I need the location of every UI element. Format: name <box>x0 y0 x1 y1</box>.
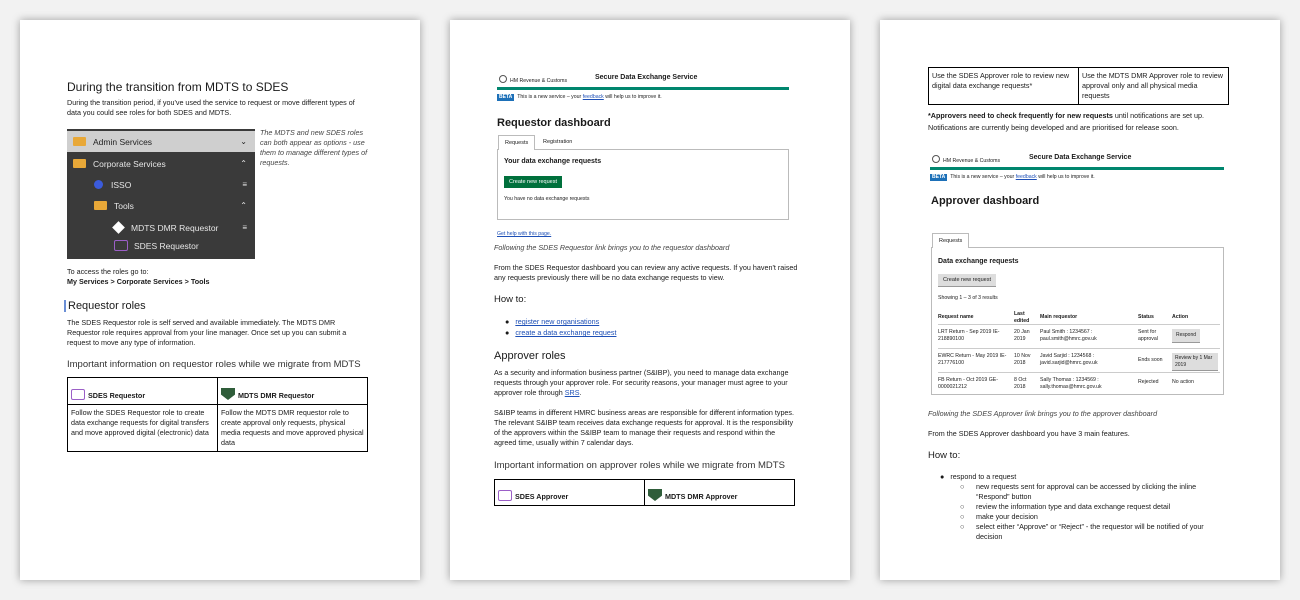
hmrc-header: HM Revenue & Customs Secure Data Exchange Service <box>497 70 789 90</box>
dashboard-title: Requestor dashboard <box>497 117 611 129</box>
respond-button[interactable]: Respond <box>1172 329 1200 343</box>
dashboard-title: Approver dashboard <box>931 195 1040 207</box>
menu-icon: ≡ <box>242 180 247 189</box>
create-request-button[interactable]: Create new request <box>504 176 562 188</box>
tab-registration[interactable]: Registration <box>543 139 573 145</box>
table-cell: Follow the MDTS DMR requestor role to create approval only requests, physical media requests and move approved physical data <box>218 405 368 452</box>
menu-caption: The MDTS and new SDES roles can both appear as options - use them to manage different types of requests. <box>260 128 368 167</box>
menu-item-isso: ISSO ≡ <box>67 174 255 195</box>
chevron-down-icon: ⌄ <box>240 137 247 146</box>
chevron-up-icon: ⌃ <box>240 201 247 210</box>
portal-icon <box>114 240 128 251</box>
requestor-dashboard-screenshot <box>497 70 789 220</box>
access-path: My Services > Corporate Services > Tools <box>67 277 210 286</box>
diamond-icon <box>112 221 125 234</box>
document-page-3 <box>880 20 1280 580</box>
sibp-paragraph: S&IBP teams in different HMRC business areas are responsible for different information types. The relevant S&IBP team receives data exchange requests for approval. It is the responsibility of the approvers within the S&IBP team to manage their requests and respond within the agreed time, usually within 7 calendar days. <box>494 408 795 447</box>
results-count: Showing 1 – 3 of 3 results <box>938 295 998 301</box>
approver-dashboard-screenshot <box>930 150 1224 390</box>
table-cell: MDTS DMR Approver <box>645 480 795 506</box>
page-heading: During the transition from MDTS to SDES <box>67 80 289 94</box>
feedback-link[interactable]: feedback <box>1015 174 1037 180</box>
table-cell: MDTS DMR Requestor <box>218 378 368 405</box>
help-link[interactable]: Get help with this page. <box>497 231 552 237</box>
requestor-roles-heading: Requestor roles <box>64 300 146 312</box>
table-cell: SDES Requestor <box>68 378 218 405</box>
requests-panel <box>931 247 1224 395</box>
folder-open-icon <box>73 159 86 168</box>
approver-paragraph: From the SDES Approver dashboard you have 3 main features. <box>928 429 1130 438</box>
table-row: FB Return - Oct 2019 GE-0000021212 8 Oct 2018 Sally Thomas : 1234569 : sally.thomas@hmrc.gov.uk Rejected No action <box>938 377 1194 390</box>
howto-subbullets <box>960 482 1210 542</box>
service-name: Secure Data Exchange Service <box>1029 154 1132 161</box>
create-request-link[interactable]: create a data exchange request <box>515 328 617 337</box>
folder-icon <box>73 137 86 146</box>
howto-list: ● register new organisations ● create a data exchange request <box>505 317 617 337</box>
table-row: LRT Return - Sep 2019 IE-218890100 20 Jan 2019 Paul Smith : 1234567 : paul.smith@hmrc.gov.uk Sent for approval Respond <box>938 327 1220 349</box>
list-item: ○ new requests sent for approval can be accessed by clicking the inline “Respond” button <box>960 482 1197 501</box>
services-menu-screenshot <box>67 129 255 259</box>
table-cell: Use the MDTS DMR Approver role to review approval only and all physical media requests <box>1079 68 1229 105</box>
review-button[interactable]: Review by 1 Mar 2019 <box>1172 353 1218 371</box>
table-cell: Use the SDES Approver role to review new digital data exchange requests* <box>929 68 1079 105</box>
beta-banner: BETA This is a new service – your feedback will help us to improve it. <box>932 174 1095 180</box>
approver-paragraph: As a security and information business partner (S&IBP), you need to manage data exchange requests through your approver role. For security reasons, your manager must agree to your approver role through SRS. <box>494 368 789 397</box>
portal-icon <box>498 490 512 501</box>
feedback-link[interactable]: feedback <box>582 94 604 100</box>
list-item: ○ select either “Approve” or “Reject” - the requestor will be notified of your decision <box>960 522 1204 541</box>
empty-message: You have no data exchange requests <box>504 196 590 202</box>
table-row: EWRC Return - May 2019 IE-217776100 10 Nov 2018 Javid Sarjid : 1234568 : javid.sarjid@hmrc.gov.uk Ends soon Review by 1 Mar 2019 <box>938 351 1220 373</box>
panel-title: Your data exchange requests <box>504 158 602 165</box>
create-request-button[interactable]: Create new request <box>938 274 996 287</box>
panel-title: Data exchange requests <box>938 258 1019 265</box>
approver-roles-table-continued <box>928 67 1229 105</box>
mdts-logo-icon <box>648 489 662 501</box>
notification-note: Notifications are currently being developed and are prioritised for release soon. <box>928 123 1179 132</box>
beta-banner: BETA This is a new service – your feedback will help us to improve it. <box>499 94 662 100</box>
requestor-roles-table <box>67 377 368 452</box>
hmrc-header: HM Revenue & Customs Secure Data Exchange Service <box>930 150 1224 170</box>
menu-item-sdes-requestor: SDES Requestor <box>67 235 255 256</box>
approver-important-heading: Important information on approver roles while we migrate from MDTS <box>494 460 785 471</box>
menu-item-mdts-dmr-requestor: MDTS DMR Requestor ≡ <box>67 217 255 238</box>
access-line: To access the roles go to: <box>67 267 149 276</box>
howto-bullet: ● respond to a request <box>940 472 1017 481</box>
menu-item-tools: Tools ⌃ <box>67 195 255 216</box>
table-cell: SDES Approver <box>495 480 645 506</box>
menu-item-admin-services: Admin Services ⌄ <box>67 131 255 152</box>
document-page-1 <box>20 20 420 580</box>
requestor-caption: Following the SDES Requestor link brings you to the requestor dashboard <box>494 243 730 252</box>
list-item: ○ make your decision <box>960 512 1038 521</box>
approver-caption: Following the SDES Approver link brings you to the approver dashboard <box>928 409 1158 418</box>
intro-paragraph: During the transition period, if you've used the service to request or move different types of data you could see roles for both SDES and MDTS. <box>67 98 355 117</box>
list-item: ○ review the information type and data exchange request detail <box>960 502 1171 511</box>
menu-icon: ≡ <box>242 223 247 232</box>
requestor-roles-text: The SDES Requestor role is self served and available immediately. The MDTS DMR Requestor role requires approval from your line manager. Once set up you can submit a request to move any type of information. <box>67 318 347 347</box>
service-name: Secure Data Exchange Service <box>595 74 698 81</box>
folder-open-icon <box>94 201 107 210</box>
approver-roles-heading: Approver roles <box>494 350 566 362</box>
table-cell: Follow the SDES Requestor role to create data exchange requests for digital transfers and move approved digital (electronic) data <box>68 405 218 452</box>
approver-note: *Approvers need to check frequently for new requests until notifications are set up. <box>928 111 1205 120</box>
howto-heading: How to: <box>494 294 527 305</box>
chevron-up-icon: ⌃ <box>240 159 247 168</box>
moon-icon <box>94 180 103 189</box>
menu-item-corporate-services: Corporate Services ⌃ <box>67 153 255 174</box>
important-heading: Important information on requestor roles while we migrate from MDTS <box>67 359 361 370</box>
howto-heading: How to: <box>928 450 961 461</box>
requests-table-header: Request name Last edited Main requestor Status Action <box>938 311 1220 325</box>
srs-link[interactable]: SRS <box>564 388 580 397</box>
portal-icon <box>71 389 85 400</box>
requestor-paragraph: From the SDES Requestor dashboard you can review any active requests. If you haven't raised any requests previously there will be no data exchange requests to view. <box>494 263 798 282</box>
crest-icon <box>932 155 940 163</box>
tab-requests[interactable]: Requests <box>932 233 969 248</box>
mdts-logo-icon <box>221 388 235 400</box>
approver-roles-table <box>494 479 795 506</box>
tab-requests[interactable]: Requests <box>498 135 535 150</box>
requests-panel <box>497 149 789 220</box>
crest-icon <box>499 75 507 83</box>
document-page-2 <box>450 20 850 580</box>
register-organisations-link[interactable]: register new organisations <box>515 317 600 326</box>
